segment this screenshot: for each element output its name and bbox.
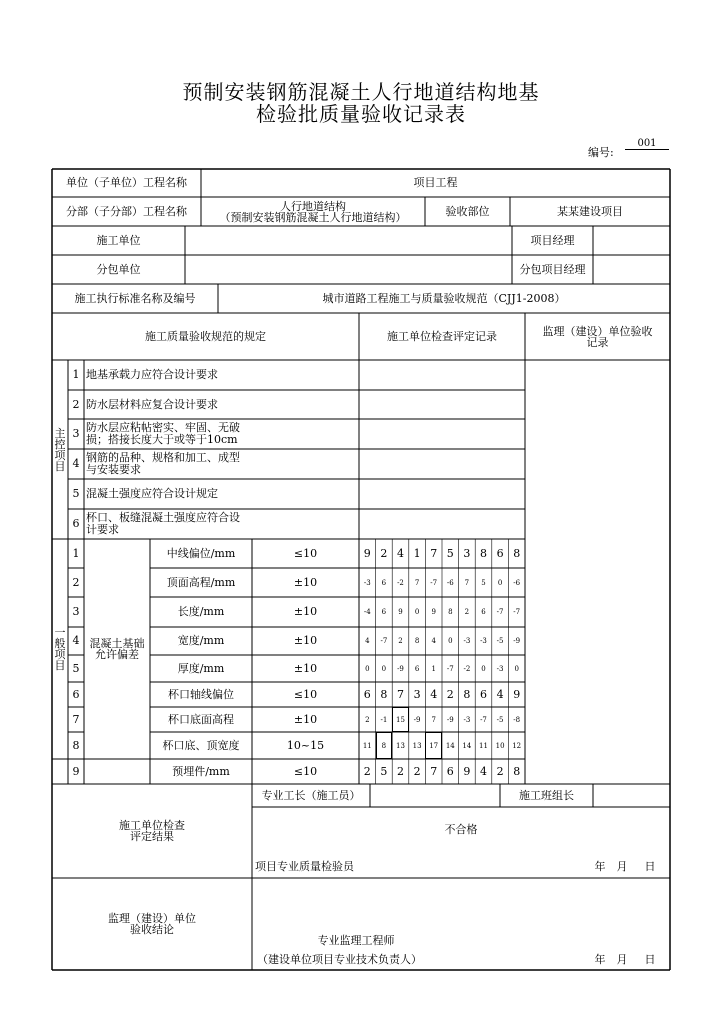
measured-value: 8	[376, 732, 393, 759]
measured-value: 7	[431, 715, 436, 724]
main-items-label: 主 控 项 目	[54, 426, 66, 473]
measured-value: 8	[380, 687, 388, 701]
measured-value: 7	[414, 578, 420, 587]
form-subtitle: 检验批质量验收记录表	[256, 102, 466, 126]
supervision-header: 监理（建设）单位验收 记录	[542, 324, 653, 349]
measured-value: 0	[497, 578, 503, 587]
measured-value: -6	[446, 578, 454, 587]
general-item-tolerance: ≤10	[293, 687, 318, 701]
general-item-no: 7	[72, 712, 80, 726]
general-item-name: 长度/mm	[177, 605, 225, 618]
measured-value: -8	[513, 715, 521, 724]
measured-value: 0	[414, 608, 420, 616]
main-item-no: 1	[72, 368, 80, 381]
main-item-no: 6	[72, 517, 80, 530]
acceptance-part-label: 验收部位	[445, 204, 490, 218]
measured-value: 5	[481, 578, 486, 587]
measured-value: 7	[430, 764, 438, 778]
main-item-text: 地基承载力应符合设计要求	[86, 368, 218, 381]
measured-value: 4	[430, 687, 438, 701]
measured-value: -3	[463, 715, 471, 724]
general-item-tolerance: ±10	[293, 575, 318, 589]
measured-value: 8	[513, 764, 521, 778]
main-item-no: 4	[72, 457, 80, 470]
measured-value: 2	[380, 546, 388, 560]
main-item-text: 防水层应粘帖密实、牢固、无破 损；搭接长度大于或等于10cm	[86, 421, 240, 446]
measured-value: 8	[414, 637, 420, 645]
measured-value: 6	[381, 578, 387, 587]
measured-value: 6	[479, 687, 487, 701]
measured-value: 0	[448, 637, 453, 645]
measured-value: 9	[398, 608, 403, 616]
main-item-no: 5	[72, 487, 80, 500]
measured-value: 1	[431, 664, 436, 673]
measured-value: 0	[514, 664, 519, 673]
general-item-tolerance: ≤10	[293, 764, 318, 778]
general-item-name: 杯口轴线偏位	[168, 687, 234, 701]
measured-value: 4	[396, 546, 404, 560]
measured-value: 2	[396, 764, 404, 778]
general-item-name: 杯口底面高程	[168, 712, 234, 726]
measured-value: -7	[380, 637, 388, 645]
number-value: 001	[625, 138, 669, 150]
measured-value: 2	[398, 637, 403, 645]
measured-value: 8	[479, 546, 487, 560]
main-item-text: 钢筋的品种、规格和加工、成型 与安装要求	[86, 451, 240, 476]
engineer-label: 专业监理工程师	[317, 934, 395, 947]
measured-value: -9	[397, 664, 404, 673]
construction-check-header: 施工单位检查评定记录	[387, 329, 497, 343]
measured-value: -1	[380, 715, 388, 724]
sub-project-manager-label: 分包项目经理	[519, 262, 586, 276]
measured-value: 9	[431, 608, 436, 616]
form-title: 预制安装钢筋混凝土人行地道结构地基	[182, 80, 540, 104]
measured-value: 15	[392, 707, 409, 732]
measured-value: 0	[365, 664, 370, 673]
general-item-tolerance: ±10	[293, 712, 318, 726]
measured-value: 0	[481, 664, 486, 673]
measured-value: 2	[365, 715, 370, 724]
measured-value: 11	[362, 741, 372, 750]
measured-value: -4	[363, 608, 371, 616]
general-item-name: 宽度/mm	[177, 634, 225, 647]
date-month: 月	[616, 860, 628, 873]
measured-value: 2	[496, 764, 504, 778]
general-item-no: 1	[72, 546, 80, 560]
measured-value: -2	[463, 664, 471, 673]
measured-value: 8	[513, 546, 521, 560]
main-item-text: 杯口、板缝混凝土强度应符合设 计要求	[86, 511, 240, 536]
subcontract-unit-label: 分包单位	[96, 262, 141, 276]
date-day-2: 日	[644, 953, 656, 966]
measured-value: -6	[513, 578, 521, 587]
measured-value: 11	[479, 741, 488, 750]
measured-value: 2	[363, 764, 371, 778]
team-leader-label: 施工班组长	[519, 788, 574, 802]
measured-value: 6	[481, 608, 486, 616]
measured-value: -7	[496, 608, 504, 616]
measured-value: 5	[380, 764, 388, 778]
sub-project-value: 人行地道结构 （预制安装钢筋混凝土人行地道结构）	[219, 199, 407, 224]
measured-value: 10	[495, 741, 505, 750]
measured-value: -3	[480, 637, 487, 645]
standard-value: 城市道路工程施工与质量验收规范（CJJ1-2008）	[322, 291, 566, 305]
conclusion-value: 不合格	[444, 823, 478, 836]
foreman-label: 专业工长（施工员）	[261, 788, 361, 802]
supervision-conclusion-label: 监理（建设）单位 验收结论	[108, 912, 196, 936]
general-group-label: 混凝土基础 允许偏差	[89, 637, 145, 661]
measured-value: 4	[496, 687, 504, 701]
main-item-text: 防水层材料应复合设计要求	[86, 397, 218, 411]
measured-value: -7	[513, 608, 521, 616]
measured-value: -9	[513, 637, 521, 645]
general-item-no: 5	[72, 661, 80, 675]
general-item-name: 厚度/mm	[177, 661, 225, 675]
general-item-name: 中线偏位/mm	[166, 546, 236, 560]
measured-value: 8	[463, 687, 471, 701]
measured-value: 2	[413, 764, 421, 778]
measured-value: 6	[363, 687, 371, 701]
spec-header: 施工质量验收规范的规定	[145, 329, 266, 343]
measured-value: 6	[414, 664, 420, 673]
measured-value: 4	[431, 637, 436, 645]
measured-value: 6	[446, 764, 454, 778]
main-item-text: 混凝土强度应符合设计规定	[86, 487, 218, 500]
engineer-sub-label: （建设单位项目专业技术负责人）	[257, 953, 422, 966]
measured-value: 4	[479, 764, 487, 778]
date-month-2: 月	[616, 953, 628, 966]
measured-value: -5	[496, 637, 504, 645]
measured-value: 7	[430, 546, 438, 560]
unit-project-label: 单位（子单位）工程名称	[66, 176, 187, 189]
measured-value: -5	[496, 715, 504, 724]
sub-project-label: 分部（子分部）工程名称	[66, 204, 187, 218]
measured-value: 2	[464, 608, 470, 616]
measured-value: 14	[445, 741, 455, 750]
check-result-label: 施工单位检查 评定结果	[119, 819, 185, 843]
general-items-label: 一 般 项 目	[54, 626, 66, 672]
measured-value: 9	[463, 764, 471, 778]
measured-value: 9	[513, 687, 521, 701]
general-item-no: 4	[72, 634, 80, 647]
general-item-tolerance: ≤10	[293, 546, 318, 560]
general-item-name: 预埋件/mm	[172, 764, 230, 778]
general-item-no: 2	[72, 575, 80, 589]
measured-value: -7	[446, 664, 454, 673]
date-day: 日	[644, 860, 656, 873]
measured-value: -9	[413, 715, 421, 724]
measured-value: -9	[446, 715, 454, 724]
measured-value: 3	[413, 687, 421, 701]
general-item-tolerance: ±10	[293, 605, 318, 618]
inspector-label: 项目专业质量检验员	[255, 860, 354, 873]
measured-value: 6	[496, 546, 504, 560]
general-item-no: 6	[72, 687, 80, 701]
measured-value: 5	[446, 546, 454, 560]
measured-value: -3	[496, 664, 504, 673]
unit-project-value: 项目工程	[413, 176, 458, 189]
measured-value: 7	[396, 687, 404, 701]
measured-value: 7	[464, 578, 470, 587]
measured-value: -7	[480, 715, 487, 724]
measured-value: -3	[463, 637, 471, 645]
general-item-no: 9	[72, 764, 80, 778]
general-item-name: 顶面高程/mm	[166, 575, 236, 589]
measured-value: 1	[413, 546, 421, 560]
measured-value: 0	[381, 664, 387, 673]
acceptance-part-value: 某某建设项目	[557, 204, 623, 218]
project-manager-label: 项目经理	[530, 233, 575, 247]
measured-value: 13	[396, 741, 405, 750]
main-item-no: 2	[72, 397, 80, 411]
measured-value: 3	[463, 546, 471, 560]
measured-value: 12	[512, 741, 522, 750]
construction-unit-label: 施工单位	[96, 233, 141, 247]
number-label: 编号:	[588, 146, 614, 159]
measured-value: 13	[412, 741, 422, 750]
main-item-no: 3	[72, 427, 80, 440]
standard-label: 施工执行标准名称及编号	[74, 291, 196, 305]
general-item-tolerance: 10~15	[286, 738, 325, 752]
measured-value: 4	[365, 637, 370, 645]
measured-value: 8	[448, 608, 453, 616]
general-item-tolerance: ±10	[293, 634, 318, 647]
general-item-tolerance: ±10	[293, 661, 318, 675]
general-item-no: 3	[72, 605, 80, 618]
date-year-2: 年	[594, 953, 606, 966]
measured-value: 14	[462, 741, 472, 750]
measured-value: 9	[363, 546, 371, 560]
general-item-no: 8	[72, 738, 80, 752]
measured-value: 6	[381, 608, 387, 616]
general-item-name: 杯口底、顶宽度	[162, 738, 240, 752]
measured-value: 2	[446, 687, 454, 701]
measured-value: 17	[425, 732, 442, 759]
measured-value: -7	[430, 578, 438, 587]
measured-value: -3	[363, 578, 371, 587]
date-year: 年	[594, 860, 606, 873]
measured-value: -2	[397, 578, 404, 587]
